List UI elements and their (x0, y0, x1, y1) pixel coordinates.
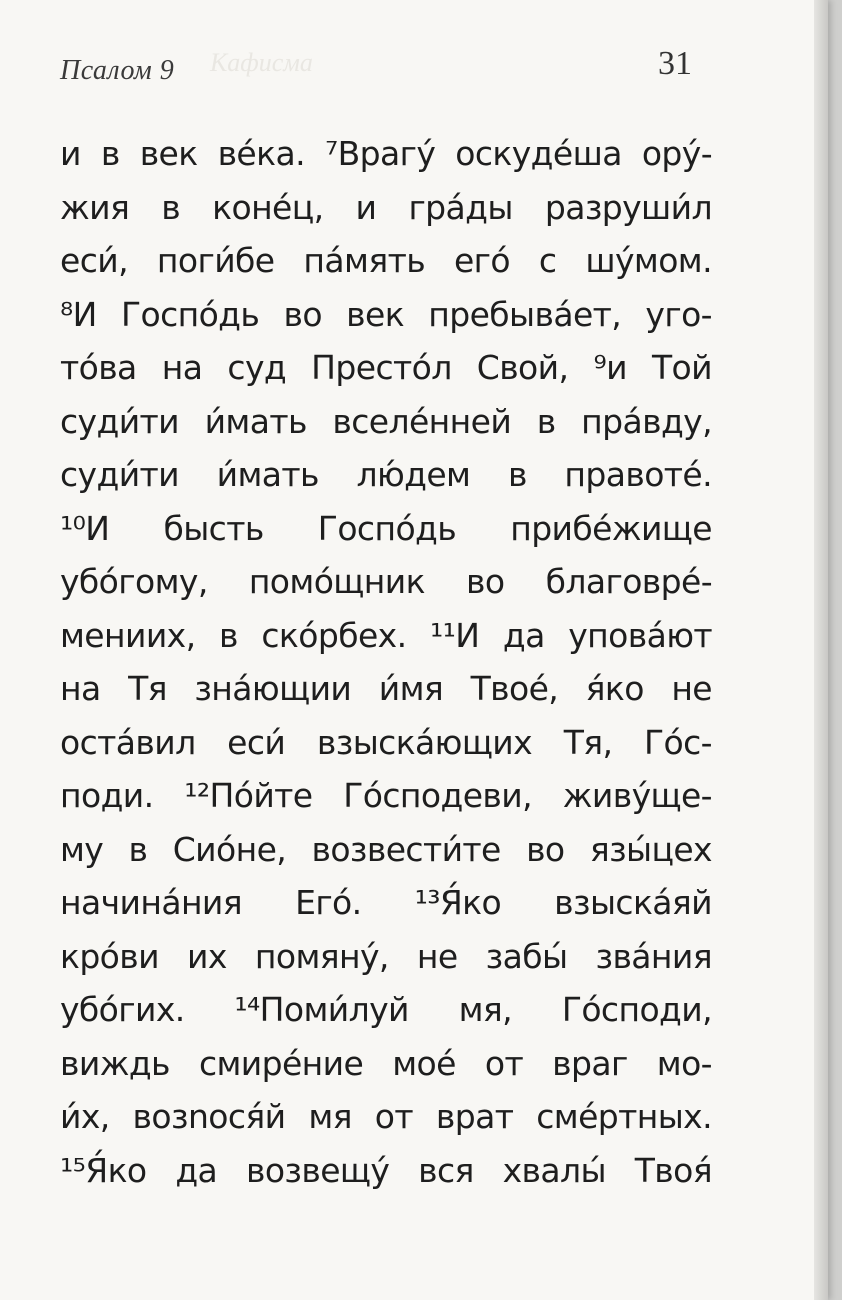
text-line: мениих, в ско́рбех. ¹¹И да упова́ют (60, 615, 712, 655)
text-line: то́ва на суд Престо́л Свой, ⁹и Той (60, 348, 712, 387)
psalm-text (60, 127, 712, 1197)
text-line: начина́ния Его́. ¹³Я́ко взыска́яй (60, 883, 712, 922)
text-line: жия в коне́ц, и гра́ды разруши́л (60, 187, 712, 227)
text-line: суди́ти и́мать лю́дем в правоте́. (60, 455, 712, 494)
text-line: еси́, поги́бе па́мять его́ с шу́мом. (60, 241, 712, 280)
text-line: оста́вил еси́ взыска́ющих Тя, Го́с- (60, 722, 712, 762)
text-line: убо́гих. ¹⁴Поми́луй мя, Го́споди, (60, 990, 712, 1029)
running-head: Псалом 9 (60, 55, 175, 86)
text-line: суди́ти и́мать вселе́нней в пра́вду, (60, 401, 712, 441)
page-edge-shadow (814, 0, 828, 1300)
text-line: на Тя зна́ющии и́мя Твое́, я́ко не (60, 669, 712, 708)
text-line: виждь смире́ние мое́ от враг мо- (60, 1043, 712, 1083)
text-line: кро́ви их помяну́, не забы́ зва́ния (60, 936, 712, 976)
text-line: ¹⁰И бысть Госпо́дь прибе́жище (60, 508, 712, 548)
text-line: ¹⁵Я́ко да возвещу́ вся хвалы́ Твоя́ (60, 1150, 712, 1190)
text-line: убо́гому, помо́щник во благовре́- (60, 562, 712, 601)
text-line: ⁸И Госпо́дь во век пребыва́ет, уго- (60, 294, 712, 334)
text-line: му в Сио́не, возвести́те во язы́цех (60, 829, 712, 869)
text-line: и́х, возnoся́й мя от врат сме́ртных. (60, 1097, 712, 1136)
text-line: поди. ¹²По́йте Го́сподеви, живу́ще- (60, 776, 712, 815)
text-line: и в век ве́ка. ⁷Врагу́ оскуде́ша ору́- (60, 134, 712, 173)
bleed-through-text: Кафисма (210, 48, 313, 77)
page-number: 31 (658, 45, 692, 82)
